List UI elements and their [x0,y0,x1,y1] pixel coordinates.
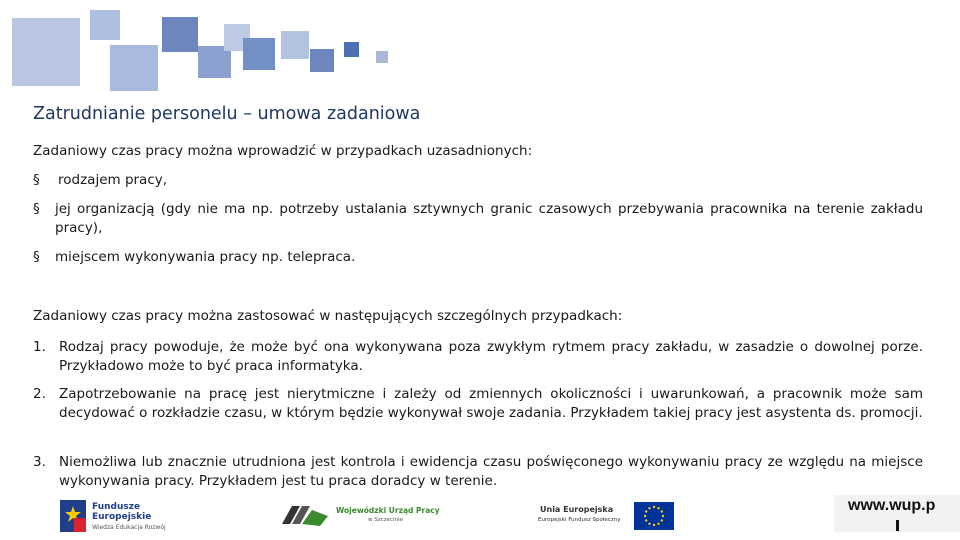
list-number: 1. [33,339,46,355]
bullet-marker: § [33,172,40,188]
list-item: § miejscem wykonywania pracy np. telepraca. [33,249,356,265]
section2-heading: Zadaniowy czas pracy można zastosować w następujących szczególnych przypadkach: [33,308,623,324]
wup-emblem-icon [280,502,330,528]
decor-square [243,38,275,70]
bullet-marker: § [33,201,40,217]
list-number: 3. [33,454,46,470]
list-item: 1. Rodzaj pracy powoduje, że może być ona wykonywana poza zwykłym rytmem pracy zakładu, w zasadzie o dowolnej porze. Przykładowo może to być praca informatyka. [33,339,923,374]
decor-square [376,51,388,63]
fundusze-europejskie-logo: Fundusze Europejskie Wiedza Edukacja Rozwój [60,498,170,532]
decor-square [90,10,120,40]
list-item: 2. Zapotrzebowanie na pracę jest nierytmiczne i zależy od zmiennych okoliczności i uwarunkowań, a pracownik może sam decydować o rozkładzie czasu, w którym będzie wykonywał swoje zadania. Przykładem takiej pracy jest asystenta ds. promocji. [33,386,923,421]
list-number: 2. [33,386,46,402]
decor-square [310,49,334,72]
decor-square [344,42,359,57]
decor-square [281,31,309,59]
bullet-marker: § [33,249,40,265]
list-item: 3. Niemożliwa lub znacznie utrudniona jest kontrola i ewidencja czasu poświęconego wykonywaniu pracy ze względu na miejsce wykonywania pracy. Przykładem jest tu praca doradcy w terenie. [33,454,923,489]
website-box[interactable] [834,495,960,532]
eu-flag-icon [634,502,674,530]
website-link[interactable]: www.wup.p [848,497,936,514]
list-item: § jej organizacją (gdy nie ma np. potrzeby ustalania sztywnych granic czasowych przebywania pracownika na terenie zakładu pracy), [33,201,923,236]
section1-heading: Zadaniowy czas pracy można wprowadzić w przypadkach uzasadnionych: [33,143,533,159]
decor-square [110,45,158,91]
eu-logo: Unia Europejska Europejski Fundusz Społeczny [538,500,678,532]
page-title: Zatrudnianie personelu – umowa zadaniowa [33,104,421,124]
decor-square [162,17,198,52]
wup-logo: Wojewódzki Urząd Pracy w Szczecinie [280,500,430,532]
fe-star-icon [60,498,88,532]
decor-square [12,18,80,86]
list-item: § rodzajem pracy, [33,172,168,188]
text-cursor [896,520,899,531]
